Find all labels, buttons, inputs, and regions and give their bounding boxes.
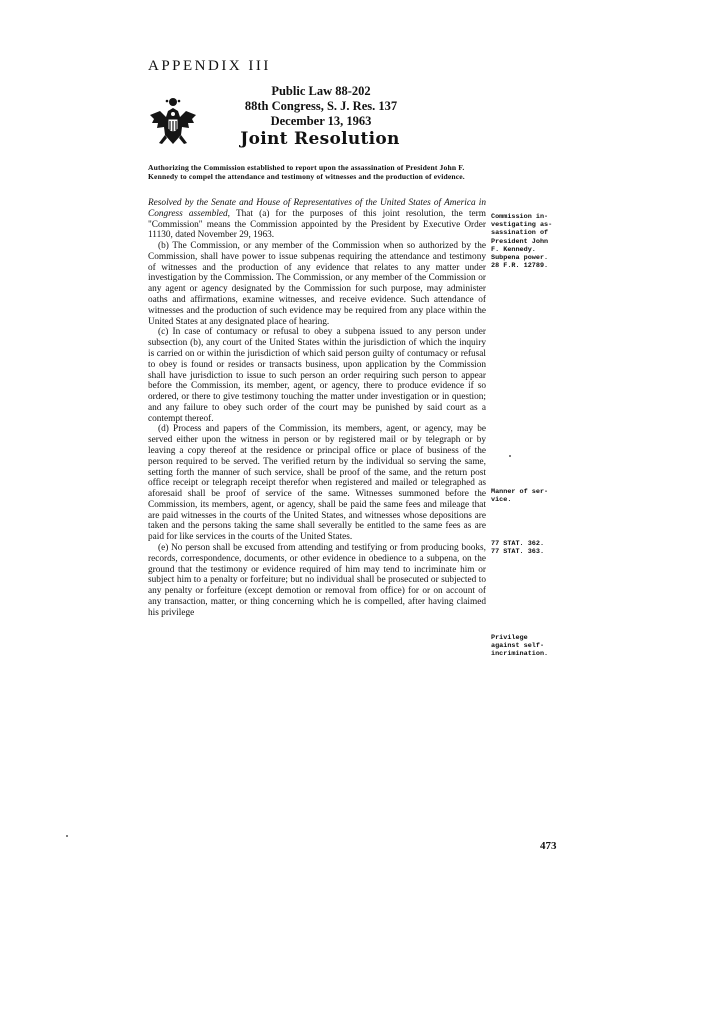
paragraph-a: Resolved by the Senate and House of Representatives of the United States of America in Congress assembled, That (a) for the purposes of this joint resolution, the term "Commission" means the Commission appointed by the President by Executive Order 11130, dated November 29, 1963. — [148, 198, 486, 241]
resolution-body — [148, 198, 486, 618]
congress-resolution: 88th Congress, S. J. Res. 137 — [244, 99, 398, 113]
margin-note-commission: Commission in- vestigating as- sassination of President John F. Kennedy. Subpena power. 28 F.R. 12789. — [491, 213, 553, 271]
enacting-clause: Resolved by the Senate and House of Representatives of the United States of America in Congress assembled, — [148, 198, 486, 219]
scan-speck — [66, 835, 68, 837]
paragraph-e: (e) No person shall be excused from attending and testifying or from producing books, records, correspondence, documents, or other evidence in obedience to a subpena, on the ground that the testimony or evidence required of him may tend to incriminate him or subject him to a penalty or forfeiture; but no individual shall be prosecuted or subjected to any penalty or forfeiture (except demotion or removal from office) for or on account of any transaction, matter, or thing concerning which he is compelled, after having claimed his privilege — [148, 543, 486, 618]
paragraph-c: (c) In case of contumacy or refusal to obey a subpena issued to any person under subsection (b), any court of the United States within the jurisdiction of which the inquiry is carried on or within the jurisdiction of which said person guilty of contumacy or refusal to obey is found or resides or transacts business, upon application by the Commission shall have jurisdiction to issue to such person an order requiring such person to appear before the Commission, its member, agent, or agency, there to produce evidence if so ordered, or there to give testimony touching the matter under investigation or in question; and any failure to obey such order of the court may be punished by said court as a contempt thereof. — [148, 327, 486, 424]
paragraph-d: (d) Process and papers of the Commission, its members, agent, or agency, may be served either upon the witness in person or by registered mail or by telegraph or by leaving a copy thereof at the residence or principal office or place of business of the person required to be served. The verified return by the individual so serving the same, setting forth the manner of such service, shall be proof of the same, and the return post office receipt or telegraph receipt therefor when registered and mailed or telegraphed as aforesaid shall be proof of service of the same. Witnesses summoned before the Commission, its members, agent, or agency, shall be paid the same fees and mileage that are paid witnesses in the courts of the United States, and witnesses whose depositions are taken and the persons taking the same shall severally be entitled to the same fees as are paid for like services in the courts of the United States. — [148, 424, 486, 543]
margin-note-privilege: Privilege against self- incrimination. — [491, 634, 549, 659]
margin-note-service: Manner of ser- vice. — [491, 488, 549, 505]
great-seal-icon — [148, 97, 198, 149]
page-number: 473 — [540, 840, 557, 852]
preamble: Authorizing the Commission established to report upon the assassination of President John F. Kennedy to compel the attendance and testimony of witnesses and the production of evidence. — [148, 163, 465, 181]
enactment-date: December 13, 1963 — [270, 114, 372, 128]
law-header — [206, 84, 436, 129]
paragraph-b: (b) The Commission, or any member of the Commission when so authorized by the Commission, shall have power to issue subpenas requiring the attendance and testimony of witnesses and the production of any evidence that relates to any matter under investigation by the Commission. The Commission, or any member of the Commission or any agent or agency designated by the Commission for such purpose, may administer oaths and affirmations, examine witnesses, and receive evidence. Such attendance of witnesses and the production of such evidence may be required from any place within the United States at any designated place of hearing. — [148, 241, 486, 327]
joint-resolution-title: Joint Resolution — [240, 129, 400, 149]
page-heading: APPENDIX III — [148, 58, 271, 74]
scan-speck — [509, 455, 511, 457]
public-law-number: Public Law 88-202 — [271, 84, 371, 98]
margin-note-statute: 77 STAT. 362. 77 STAT. 363. — [491, 540, 545, 557]
